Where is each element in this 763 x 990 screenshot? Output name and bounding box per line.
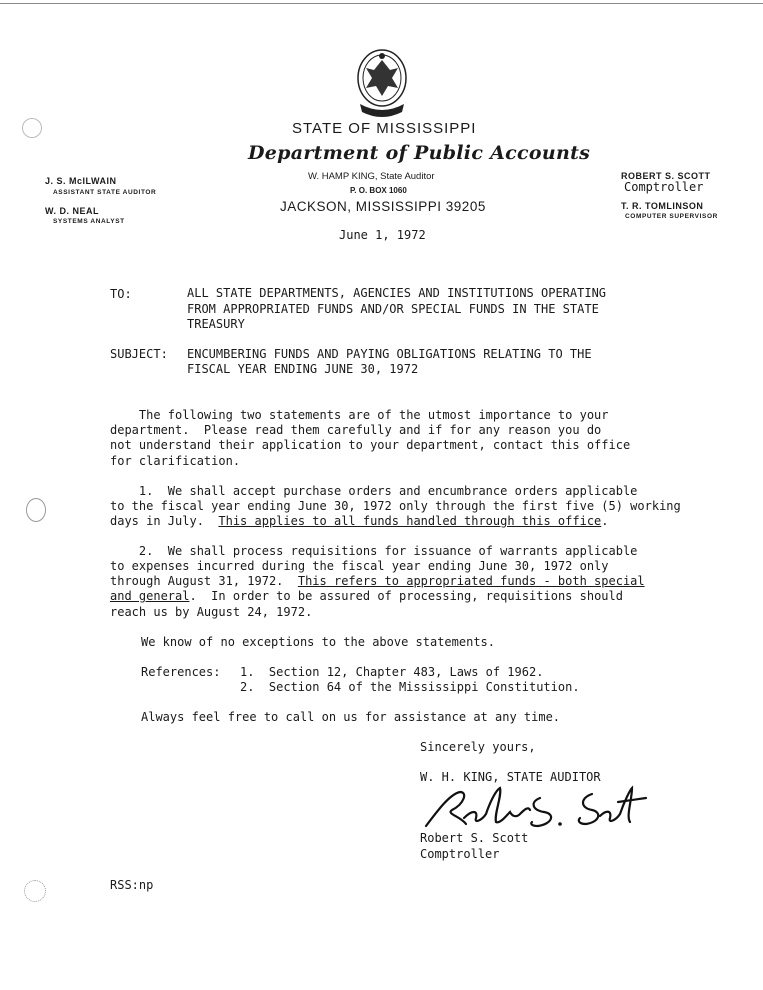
signer-title: Comptroller [420, 847, 500, 861]
signer-name: Robert S. Scott [420, 831, 529, 845]
letterhead-state: STATE OF MISSISSIPPI [292, 120, 477, 137]
intro-line-2: department. Please read them carefully and if for any reason you do [110, 423, 602, 437]
to-label: TO: [110, 287, 132, 301]
intro-line-3: not understand their application to your department, contact this office [110, 438, 631, 452]
auditor-line: W. HAMP KING, State Auditor [308, 171, 435, 182]
city-line: JACKSON, MISSISSIPPI 39205 [280, 199, 486, 214]
references-label: References: [141, 665, 221, 679]
closing-note: Always feel free to call on us for assistance at any time. [141, 710, 561, 724]
hole-punch-top [22, 118, 42, 138]
staff-right-1-title: Comptroller [624, 180, 704, 194]
page-top-rule [0, 3, 763, 4]
state-seal-icon [352, 44, 412, 122]
typist-initials: RSS:np [110, 878, 154, 892]
hole-punch-bottom [24, 880, 46, 902]
item2-line-4-text: . In order to be assured of processing, requisitions should [189, 589, 623, 603]
letterhead-department: Department of Public Accounts [248, 142, 591, 164]
staff-right-1-name: ROBERT S. SCOTT [621, 171, 711, 181]
item1-line-3-text: days in July. [110, 514, 219, 528]
staff-left-2-title: SYSTEMS ANALYST [53, 218, 125, 225]
item1-underlined-text: This applies to all funds handled through this office [218, 514, 602, 528]
item1-line-2: to the fiscal year ending June 30, 1972 only through the first five (5) working [110, 499, 681, 513]
item2-underlined-text: This refers to appropriated funds - both special [297, 574, 645, 588]
handwritten-signature-icon [420, 780, 652, 838]
staff-left-2-name: W. D. NEAL [45, 206, 99, 216]
to-line-3: TREASURY [187, 317, 245, 331]
item1-line-1: 1. We shall accept purchase orders and encumbrance orders applicable [110, 484, 638, 498]
intro-line-4: for clarification. [110, 454, 241, 468]
staff-left-1-title: ASSISTANT STATE AUDITOR [53, 189, 157, 196]
signature-office: W. H. KING, STATE AUDITOR [420, 770, 601, 784]
to-line-1: ALL STATE DEPARTMENTS, AGENCIES AND INSTITUTIONS OPERATING [187, 286, 607, 300]
item2-line-3 [110, 574, 645, 589]
item2-line-3-text: through August 31, 1972. [110, 574, 298, 588]
subject-label: SUBJECT: [110, 347, 168, 361]
item2-line-5: reach us by August 24, 1972. [110, 605, 313, 619]
item2-line-1: 2. We shall process requisitions for issuance of warrants applicable [110, 544, 638, 558]
exceptions-line: We know of no exceptions to the above statements. [141, 635, 496, 649]
intro-line-1: The following two statements are of the utmost importance to your [110, 408, 609, 422]
subject-line-1: ENCUMBERING FUNDS AND PAYING OBLIGATIONS RELATING TO THE [187, 347, 592, 361]
item1-period: . [601, 514, 609, 528]
reference-2: 2. Section 64 of the Mississippi Constitution. [240, 680, 580, 694]
staff-right-2-title: COMPUTER SUPERVISOR [625, 213, 718, 220]
to-line-2: FROM APPROPRIATED FUNDS AND/OR SPECIAL FUNDS IN THE STATE [187, 302, 599, 316]
staff-right-2-name: T. R. TOMLINSON [621, 201, 704, 211]
staff-left-1-name: J. S. McILWAIN [45, 176, 117, 186]
salutation: Sincerely yours, [420, 740, 536, 754]
subject-line-2: FISCAL YEAR ENDING JUNE 30, 1972 [187, 362, 419, 376]
letter-date: June 1, 1972 [339, 228, 426, 242]
reference-1: 1. Section 12, Chapter 483, Laws of 1962. [240, 665, 544, 679]
hole-punch-middle [26, 498, 46, 522]
item2-underlined-text-2: and general [110, 589, 190, 603]
item2-line-4 [110, 589, 623, 604]
item1-line-3 [110, 514, 609, 529]
item2-line-2: to expenses incurred during the fiscal year ending June 30, 1972 only [110, 559, 609, 573]
po-box: P. O. BOX 1060 [350, 186, 407, 195]
